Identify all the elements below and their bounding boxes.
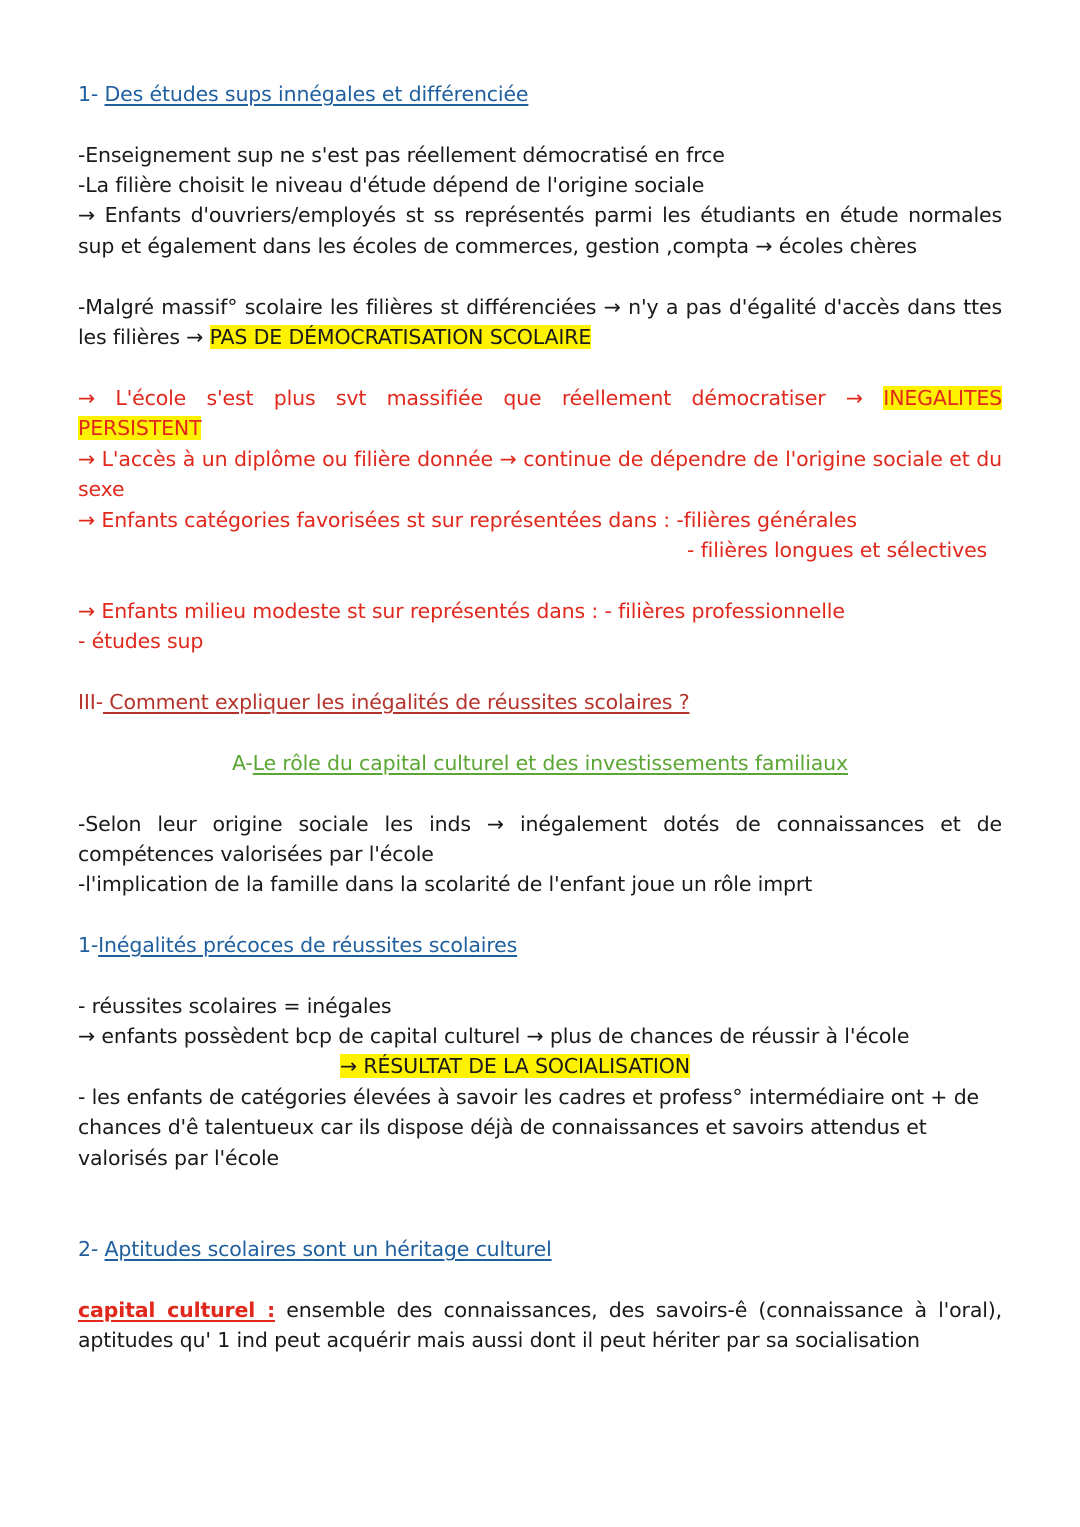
text-line: chances d'ê talentueux car ils dispose déjà de connaissances et savoirs attendus et	[78, 1115, 927, 1139]
text-line: - réussites scolaires = inégales	[78, 994, 392, 1018]
sub-1-heading: 1-Inégalités précoces de réussites scolaires	[78, 933, 518, 957]
sub-1-title: Inégalités précoces de réussites scolaires	[98, 933, 518, 957]
section-a-heading: A-Le rôle du capital culturel et des investissements familiaux	[231, 751, 848, 775]
text-line: -La filière choisit le niveau d'étude dépend de l'origine sociale	[78, 173, 705, 197]
section-3-title: Comment expliquer les inégalités de réussites scolaires ?	[102, 690, 690, 714]
text-line: les filières → PAS DE DÉMOCRATISATION SCOLAIRE	[78, 325, 592, 349]
text-line: → Enfants d'ouvriers/employés st ss représentés parmi les étudiants en étude normales	[78, 203, 1002, 227]
highlight-persistent: PERSISTENT	[78, 416, 202, 440]
section-1-heading: 1- Des études sups innégales et différenciée	[78, 82, 529, 106]
text-line	[340, 1052, 690, 1080]
text-line: - études sup	[78, 629, 204, 653]
text-line: -l'implication de la famille dans la scolarité de l'enfant joue un rôle imprt	[78, 872, 813, 896]
text-line: - les enfants de catégories élevées à savoir les cadres et profess° intermédiaire ont + de	[78, 1085, 980, 1109]
section-a-title: Le rôle du capital culturel et des investissements familiaux	[252, 751, 848, 775]
text-line: aptitudes qu' 1 ind peut acquérir mais aussi dont il peut hériter par sa socialisation	[78, 1328, 920, 1352]
text-line: → L'école s'est plus svt massifiée que réellement démocratiser → INEGALITES	[78, 386, 1002, 410]
section-3-heading: III- Comment expliquer les inégalités de réussites scolaires ?	[78, 690, 690, 714]
highlight-no-democratisation: PAS DE DÉMOCRATISATION SCOLAIRE	[209, 325, 592, 349]
text-line: valorisés par l'école	[78, 1146, 279, 1170]
highlight-inegalites: INEGALITES	[883, 386, 1002, 410]
text-line: → Enfants catégories favorisées st sur représentées dans : -filières générales	[78, 508, 857, 532]
text-line: -Enseignement sup ne s'est pas réellement démocratisé en frce	[78, 143, 725, 167]
definition-term: capital culturel :	[78, 1298, 276, 1322]
text-line: compétences valorisées par l'école	[78, 842, 434, 866]
sub-2-heading: 2- Aptitudes scolaires sont un héritage culturel	[78, 1237, 552, 1261]
text-line: sexe	[78, 477, 125, 501]
text-line	[78, 414, 1002, 442]
definition-line: capital culturel : ensemble des connaissances, des savoirs-ê (connaissance à l'oral),	[78, 1298, 1002, 1322]
text-line: sup et également dans les écoles de commerces, gestion ,compta → écoles chères	[78, 234, 917, 258]
text-line: -Malgré massif° scolaire les filières st différenciées → n'y a pas d'égalité d'accès dans ttes	[78, 295, 1002, 319]
text-line: → enfants possèdent bcp de capital culturel → plus de chances de réussir à l'école	[78, 1024, 910, 1048]
sub-2-title: Aptitudes scolaires sont un héritage culturel	[104, 1237, 552, 1261]
text-line: -Selon leur origine sociale les inds → inégalement dotés de connaissances et de	[78, 812, 1002, 836]
highlight-socialisation: → RÉSULTAT DE LA SOCIALISATION	[340, 1054, 690, 1078]
text-line: → Enfants milieu modeste st sur représentés dans : - filières professionnelle	[78, 599, 845, 623]
section-1-title: Des études sups innégales et différenciée	[104, 82, 529, 106]
text-line: - filières longues et sélectives	[687, 538, 988, 562]
text-line: → L'accès à un diplôme ou filière donnée → continue de dépendre de l'origine sociale et du	[78, 447, 1002, 471]
